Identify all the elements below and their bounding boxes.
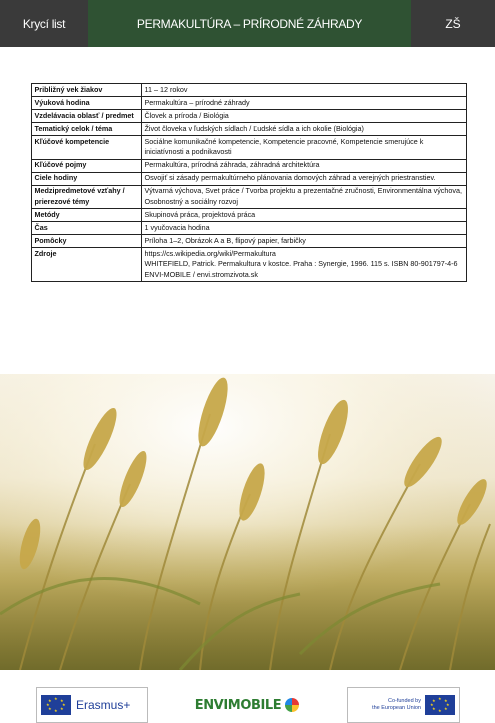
row-value: Život človeka v ľudských sídlach / Ľudské sídla a ich okolie (Biológia)	[142, 123, 467, 136]
table-row	[32, 110, 467, 123]
row-label: Výuková hodina	[32, 97, 142, 110]
table-row	[32, 136, 467, 159]
header-label-left: Krycí list	[0, 0, 88, 47]
row-value: Sociálne komunikačné kompetencie, Kompetencie pracovné, Kompetencie smerujúce k iniciatívnosti a podnikavosti	[142, 136, 467, 159]
table-row	[32, 235, 467, 248]
row-label: Pomôcky	[32, 235, 142, 248]
info-table	[31, 83, 467, 282]
row-label: Tematický celok / téma	[32, 123, 142, 136]
header-bar	[0, 0, 495, 47]
table-row	[32, 185, 467, 208]
envimobile-logo-icon	[285, 698, 299, 712]
row-value: Výtvarná výchova, Svet práce / Tvorba projektu a prezentačné zručnosti, Environmentálna výchova, Osobnostný a sociálny rozvoj	[142, 185, 467, 208]
table-row	[32, 209, 467, 222]
erasmus-label: Erasmus+	[76, 698, 131, 712]
row-label: Zdroje	[32, 248, 142, 282]
table-row	[32, 123, 467, 136]
row-value: 11 – 12 rokov	[142, 84, 467, 97]
row-value: Skupinová práca, projektová práca	[142, 209, 467, 222]
table-row	[32, 222, 467, 235]
header-title: PERMAKULTÚRA – PRÍRODNÉ ZÁHRADY	[136, 16, 363, 31]
table-row	[32, 159, 467, 172]
row-value: 1 vyučovacia hodina	[142, 222, 467, 235]
row-label: Kľúčové pojmy	[32, 159, 142, 172]
row-label: Ciele hodiny	[32, 172, 142, 185]
table-row	[32, 84, 467, 97]
eu-flag-icon: ★ ★ ★ ★ ★ ★ ★ ★	[425, 695, 455, 715]
erasmus-logo	[36, 687, 148, 723]
header-label-right: ZŠ	[411, 0, 495, 47]
row-value: Permakultúra, prírodná záhrada, záhradná architektúra	[142, 159, 467, 172]
table-row	[32, 97, 467, 110]
table-row	[32, 172, 467, 185]
table-row	[32, 248, 467, 282]
wheat-field-illustration	[0, 374, 495, 670]
row-value: https://cs.wikipedia.org/wiki/Permakultura WHITEFIELD, Patrick. Permakultura v kostce. Praha : Synergie, 1996. 115 s. ISBN 80-901797-4-6 ENVI-MOBILE / envi.stromzivota.sk	[142, 248, 467, 282]
envimobile-logo	[186, 687, 308, 723]
row-label: Vzdelávacia oblasť / predmet	[32, 110, 142, 123]
row-value: Človek a príroda / Biológia	[142, 110, 467, 123]
wheat-field-photo	[0, 374, 495, 670]
envimobile-label: ENVIMOBILE	[194, 697, 282, 713]
row-label: Približný vek žiakov	[32, 84, 142, 97]
row-value: Osvojiť si zásady permakultúrneho plánovania domových záhrad a verejných priestranstiev.	[142, 172, 467, 185]
cofunded-label: Co-funded by the European Union	[372, 697, 421, 711]
cofunded-eu-logo	[347, 687, 460, 723]
row-label: Čas	[32, 222, 142, 235]
row-label: Metódy	[32, 209, 142, 222]
row-value: Príloha 1–2, Obrázok A a B, flipový papier, farbičky	[142, 235, 467, 248]
eu-flag-icon: ★ ★ ★ ★ ★ ★ ★ ★	[41, 695, 71, 715]
row-label: Medzipredmetové vzťahy / prierezové témy	[32, 185, 142, 208]
row-label: Kľúčové kompetencie	[32, 136, 142, 159]
row-value: Permakultúra – prírodné záhrady	[142, 97, 467, 110]
